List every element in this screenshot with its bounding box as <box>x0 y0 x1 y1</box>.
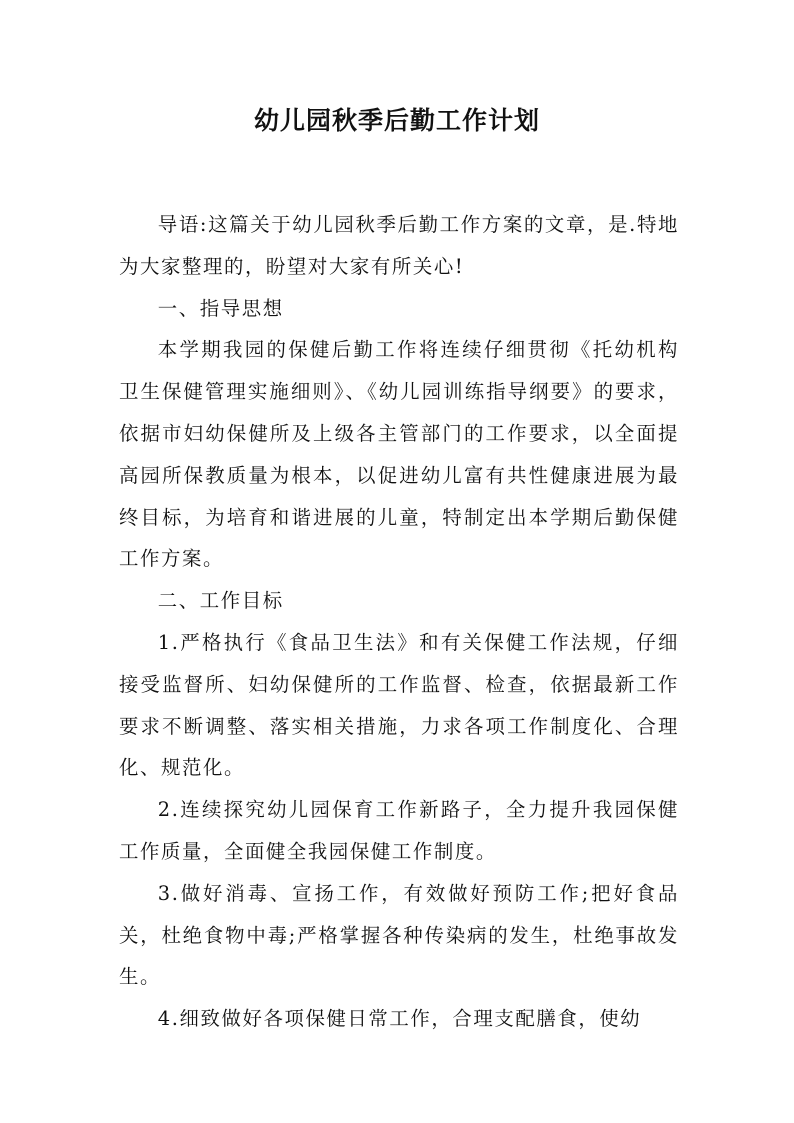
paragraph-goal-4: 4.细致做好各项保健日常工作，合理支配膳食，使幼 <box>157 1007 642 1031</box>
paragraph-intro: 导语:这篇关于幼儿园秋季后勤工作方案的文章，是.特地为大家整理的，盼望对大家有所关心! <box>119 213 679 278</box>
document-title: 幼儿园秋季后勤工作计划 <box>253 106 540 135</box>
paragraph-goal-2: 2.连续探究幼儿园保育工作新路子，全力提升我园保健工作质量，全面健全我园保健工作制度。 <box>119 798 679 863</box>
document-body <box>119 204 679 1040</box>
paragraph-goal-1: 1.严格执行《食品卫生法》和有关保健工作法规，仔细接受监督所、妇幼保健所的工作监督、检查，依据最新工作要求不断调整、落实相关措施，力求各项工作制度化、合理化、规范化。 <box>119 630 679 780</box>
section-heading-work-goals: 二、工作目标 <box>157 589 284 613</box>
paragraph-goal-3: 3.做好消毒、宣扬工作，有效做好预防工作;把好食品关，杜绝食物中毒;严格掌握各种传染病的发生，杜绝事故发生。 <box>119 881 679 989</box>
section-heading-guiding-ideology: 一、指导思想 <box>157 296 284 320</box>
paragraph-guiding-ideology: 本学期我园的保健后勤工作将连续仔细贯彻《托幼机构卫生保健管理实施细则》、《幼儿园训练指导纲要》的要求，依据市妇幼保健所及上级各主管部门的工作要求，以全面提高园所保教质量为根本，以促进幼儿富有共性健康进展为最终目标，为培育和谐进展的儿童，特制定出本学期后勤保健工作方案。 <box>119 338 679 571</box>
